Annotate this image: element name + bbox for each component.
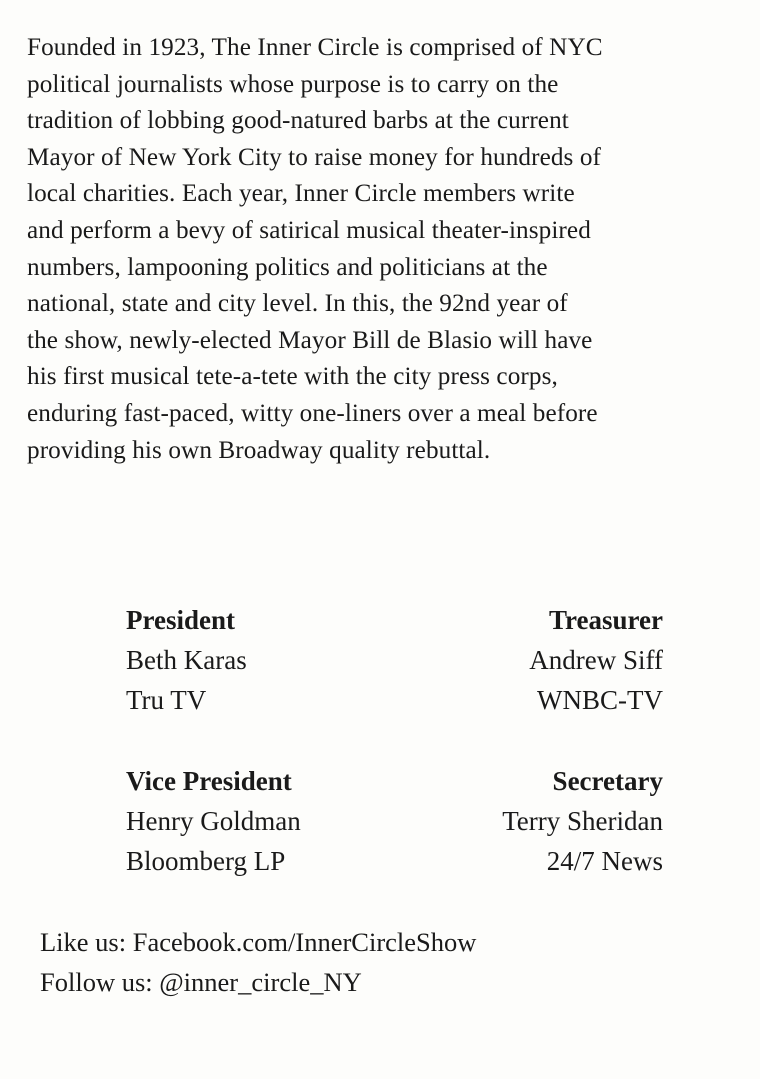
officer-name: Henry Goldman — [126, 806, 301, 836]
officer-organization: 24/7 News — [546, 846, 663, 876]
intro-paragraph: Founded in 1923, The Inner Circle is comprised of NYC political journalists whose purpose is to carry on the tradition of lobbing good-natured barbs at the current Mayor of New York City to raise money for hundreds of local charities. Each year, Inner Circle members write and perform a bevy of satirical musical theater-inspired numbers, lampooning politics and politicians at the national, state and city level. In this, the 92nd year of the show, newly-elected Mayor Bill de Blasio will have his first musical tete-a-tete with the city press corps, enduring fast-paced, witty one-liners over a meal before providing his own Broadway quality rebuttal. — [27, 34, 603, 464]
officer-role: Vice President — [126, 766, 292, 796]
officer-name: Beth Karas — [126, 645, 247, 675]
officer-role: Treasurer — [549, 605, 663, 635]
officer-secretary — [383, 761, 663, 881]
officer-name: Terry Sheridan — [502, 806, 663, 836]
officer-name: Andrew Siff — [529, 645, 663, 675]
social-links — [40, 922, 476, 1002]
officer-organization: WNBC-TV — [537, 685, 663, 715]
facebook-link-text: Like us: Facebook.com/InnerCircleShow — [40, 927, 477, 957]
officers-section — [126, 600, 663, 890]
officer-treasurer — [383, 600, 663, 720]
twitter-handle-text: Follow us: @inner_circle_NY — [40, 967, 362, 997]
officer-organization: Bloomberg LP — [126, 846, 286, 876]
officer-role: President — [126, 605, 235, 635]
officer-vice-president — [126, 761, 406, 881]
officer-president — [126, 600, 406, 720]
officer-organization: Tru TV — [126, 685, 207, 715]
officer-role: Secretary — [552, 766, 663, 796]
